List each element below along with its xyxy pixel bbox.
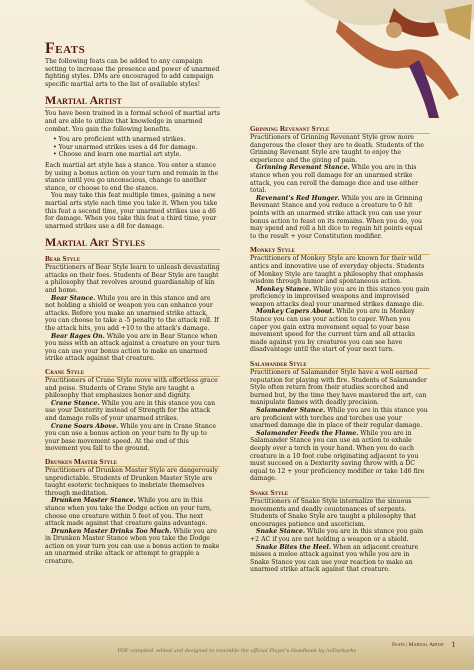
salamander-ability-paragraph	[250, 430, 430, 483]
crane-style-heading: Crane Style	[45, 367, 220, 377]
snake-ability-paragraph	[250, 544, 430, 574]
monkey-style-heading: Monkey Style	[250, 245, 430, 255]
revenant-stance-paragraph	[250, 164, 430, 194]
revenant-ability-name: Revenant's Red Hunger.	[256, 194, 340, 202]
salamander-stance-name: Salamander Stance.	[256, 407, 326, 414]
footer-credit: PDF compiled, edited and designed to resemble the official Player's Handbook by /u/Darkarke	[117, 648, 357, 654]
snake-ability-text: When an adjacent creature misses a melee attack against you while you are in Snake Stance you can use your reaction to make an unarmed strike attack against that creature.	[250, 543, 419, 574]
bear-stance-paragraph	[45, 295, 220, 333]
multiple-feat-paragraph: You may take this feat multiple times, gaining a new martial arts style each time you take it. When you take this feat a second time, your unarmed strikes use a d6 for damage. When you take this feat a third time, your unarmed strikes use a d8 for damage.	[45, 192, 218, 230]
monkey-ability-text: While you are in Monkey Stance you can use your action to caper. When you caper you gain extra movement equal to your base movement speed for the current turn and all attacks made against you by creatures you can see have disadvantage until the start of your next turn.	[250, 308, 415, 354]
snake-stance-text: While you are in this stance you gain +2 AC if you are not holding a weapon or a shield.	[250, 528, 424, 543]
feats-intro: The following feats can be added to any campaign setting to increase the presence and power of unarmed fighting styles. DMs are encouraged to add campaign specific martial arts to the list of available styles!	[45, 58, 220, 88]
snake-ability-name: Snake Bites the Heel.	[256, 543, 332, 551]
left-column	[45, 58, 220, 566]
monkey-stance-text: While you are in this stance you gain proficiency in improvised weapons and improvised weapon attacks deal your unarmed strikes damage die.	[250, 285, 430, 308]
snake-stance-name: Snake Stance.	[256, 528, 306, 536]
grinning-revenant-style-intro: Practitioners of Grinning Revenant Style grow more dangerous the closer they are to death. Students of the Grinning Revenant Style are taught to enjoy the experience and the giving of pain.	[250, 134, 424, 164]
monk-illustration	[244, 0, 474, 120]
drunken-ability-text: While you are in Drunken Master Stance when you take the Dodge action on your turn you can use a bonus action to make an unarmed strike attack or attempt to grapple a creature.	[45, 527, 220, 566]
revenant-stance-text: While you are in this stance when you roll damage for an unarmed strike attack, you can reroll the damage dice and use either total.	[250, 164, 419, 195]
bear-stance-text: While you are in this stance and are not holding a shield or weapon you can enhance your attacks. Before you make an unarmed strike attack, you can choose to take a -5 penalty to the attack roll. If the attack hits, you add +10 to the attack's damage.	[45, 294, 219, 333]
snake-style-heading: Snake Style	[250, 488, 430, 498]
crane-stance-paragraph	[45, 400, 220, 423]
benefit-item: • You are proficient with unarmed strikes.	[53, 136, 220, 144]
benefit-item: • Choose and learn one martial art style.	[53, 151, 220, 159]
drunken-ability-name: Drunken Master Drinks Too Much.	[51, 527, 172, 535]
bear-style-intro: Practitioners of Bear Style learn to unleash devastating attacks on their foes. Students of Bear Style are taught a philosophy that revolves around guardianship of kin and home.	[45, 264, 220, 295]
drunken-stance-paragraph	[45, 497, 220, 527]
martial-artist-heading: Martial Artist	[45, 94, 220, 108]
grinning-revenant-style-heading: Grinning Revenant Style	[250, 124, 430, 134]
revenant-ability-paragraph	[250, 195, 430, 241]
monkey-stance-name: Monkey Stance.	[256, 285, 312, 293]
benefit-item: • Your unarmed strikes uses a d4 for damage.	[53, 144, 220, 152]
crane-stance-text: While you are in this stance you can use your Dexterity instead of Strength for the attack and damage rolls of your unarmed strikes.	[45, 399, 216, 422]
footer-section-label: Feats | Martial Artist	[392, 642, 444, 648]
salamander-ability-name: Salamander Feeds the Flame.	[256, 429, 359, 437]
drunken-master-style-intro: Practitioners of Drunken Master Style are dangerously unpredictable. Students of Drunken Master Style are taught esoteric techniques to inebriate themselves through meditation.	[45, 466, 218, 497]
crane-stance-name: Crane Stance.	[51, 399, 100, 407]
salamander-style-heading: Salamander Style	[250, 359, 430, 369]
salamander-ability-text: While you are in Salamander Stance you can use an action to exhale deeply over a torch in your hand. When you do each creature in a 10 foot cube originating adjacent to you must succeed on a Dexterity saving throw with a DC equal to 12 + your proficiency modifier or take 1d6 fire damage.	[250, 429, 425, 483]
salamander-stance-text: While you are in this stance you are proficient with torches and torches use your unarmed damage die in place of their regular damage.	[250, 407, 428, 430]
drunken-stance-text: While you are in this stance when you take the Dodge action on your turn, choose one creature within 5 feet of you. The next attack made against that creature gains advantage.	[45, 497, 212, 528]
crane-style-intro: Practitioners of Crane Style move with effortless grace and poise. Students of Crane Style are taught a philosophy that emphasizes honor and dignity.	[45, 377, 218, 400]
bear-style-heading: Bear Style	[45, 254, 220, 264]
monkey-stance-paragraph	[250, 286, 430, 309]
salamander-stance-paragraph	[250, 407, 430, 430]
martial-artist-benefits	[45, 136, 220, 159]
martial-art-styles-heading: Martial Art Styles	[45, 236, 220, 250]
monkey-ability-paragraph	[250, 308, 430, 354]
snake-stance-paragraph	[250, 528, 430, 543]
page-number: 1	[451, 641, 456, 649]
drunken-ability-paragraph	[45, 528, 220, 566]
right-column	[250, 124, 430, 574]
crane-ability-paragraph	[45, 423, 220, 453]
snake-style-intro: Practitioners of Snake Style internalize the sinuous movements and deadly countenances of serpents. Students of Snake Style are taught a philosophy that encourages patience and asceticism.	[250, 497, 417, 528]
monkey-style-intro: Practitioners of Monkey Style are known for their wild antics and innovative use of everyday objects. Students of Monkey Style are taught a philosophy that emphasis wisdom through humor and spontaneous action.	[250, 255, 425, 286]
crane-ability-name: Crane Soars Above.	[51, 422, 119, 430]
revenant-stance-name: Grinning Revenant Stance.	[256, 164, 350, 172]
drunken-stance-name: Drunken Master Stance.	[51, 497, 136, 505]
bear-ability-text: While you are in Bear Stance when you miss with an attack against a creature on your turn you can use your bonus action to make an unarmed strike attack against that creature.	[45, 332, 220, 363]
revenant-ability-text: While you are in Grinning Revenant Stance and you reduce a creature to 0 hit points with an unarmed strike attack you can use your bonus action to feast on its remains. When you do, you may spend and roll a hit dice to regain hit points equal to the result + your Constitution modifier.	[250, 194, 423, 240]
bear-ability-paragraph	[45, 333, 220, 363]
salamander-style-intro: Practitioners of Salamander Style have a well earned reputation for playing with fire. Students of Salamander Style often return from their studies scorched and burned but, by the time they have mastered the art, can manipulate flames with deadly precision.	[250, 369, 427, 407]
martial-artist-intro: You have been trained in a formal school of martial arts and are able to utilize that knowledge in unarmed combat. You gain the following benefits.	[45, 110, 220, 133]
feats-title: Feats	[45, 40, 86, 57]
drunken-master-style-heading: Drunken Master Style	[45, 457, 220, 467]
crane-ability-text: While you are in Crane Stance you can use a bonus action on your turn to fly up to your base movement speed. At the end of this movement you fall to the ground.	[45, 422, 217, 453]
monkey-ability-name: Monkey Capers About.	[256, 308, 335, 316]
bear-ability-name: Bear Rages On.	[51, 332, 105, 340]
stance-rules-paragraph: Each martial art style has a stance. You enter a stance by using a bonus action on your turn and remain in the stance until you go unconscious, change to another stance, or choose to end the stance.	[45, 161, 219, 192]
bear-stance-name: Bear Stance.	[51, 294, 96, 302]
